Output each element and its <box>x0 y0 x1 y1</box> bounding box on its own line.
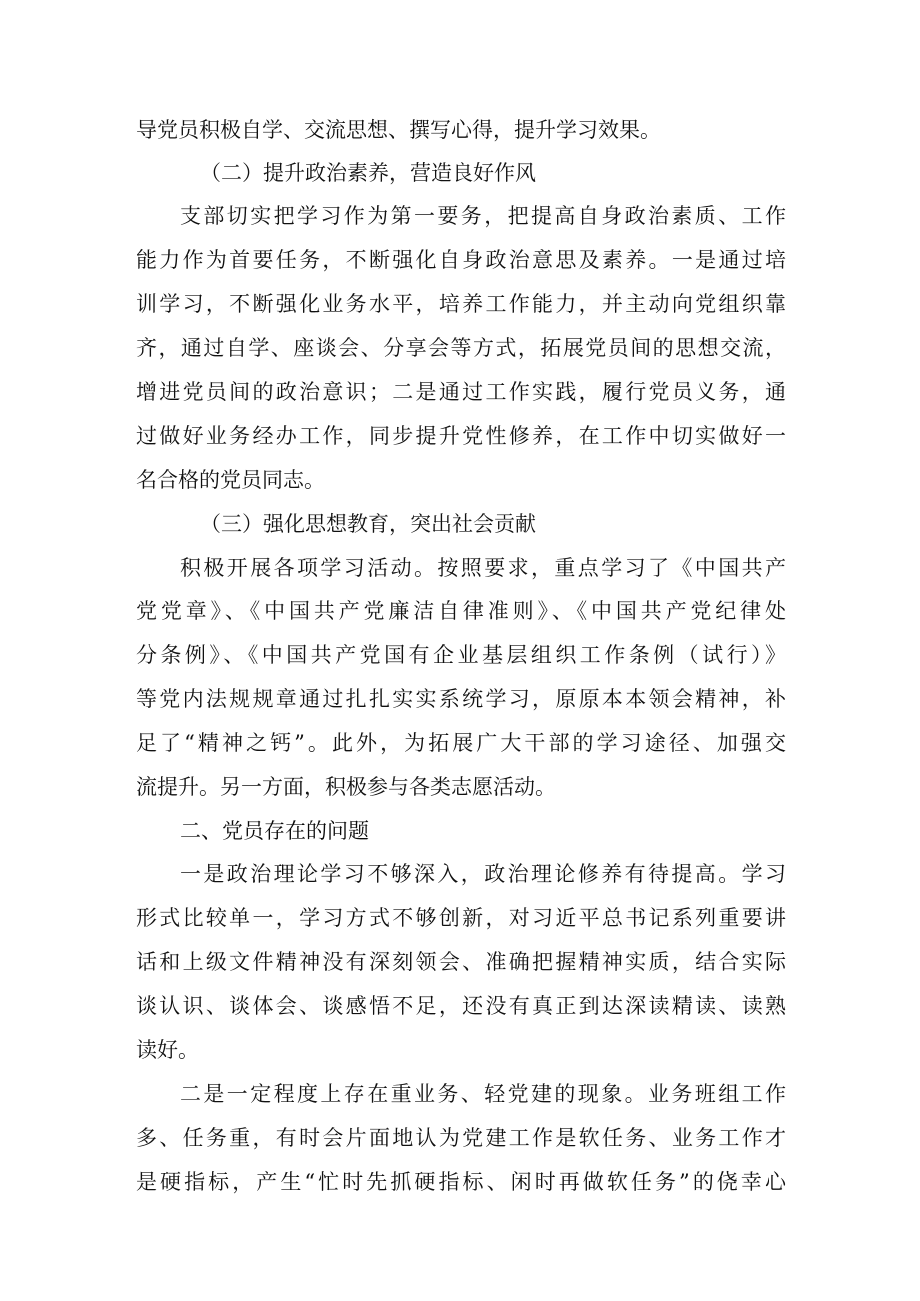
paragraph-line: 党党章》、《中国共产党廉洁自律准则》、《中国共产党纪律处 <box>136 599 786 623</box>
subheading-2: （二）提升政治素养，营造良好作风 <box>200 161 536 185</box>
paragraph-line: 名合格的党员同志。 <box>136 468 325 492</box>
paragraph-line: 支部切实把学习作为第一要务，把提高自身政治素质、工作 <box>180 204 786 228</box>
paragraph-line: 导党员积极自学、交流思想、撰写心得，提升学习效果。 <box>136 118 661 142</box>
paragraph-line: 齐，通过自学、座谈会、分享会等方式，拓展党员间的思想交流， <box>136 336 786 360</box>
paragraph-line: 能力作为首要任务，不断强化自身政治意思及素养。一是通过培 <box>136 248 786 272</box>
paragraph-line: 话和上级文件精神没有深刻领会、准确把握精神实质，结合实际 <box>136 950 786 974</box>
paragraph-line: 谈认识、谈体会、谈感悟不足，还没有真正到达深读精读、读熟 <box>136 994 786 1018</box>
paragraph-line: 过做好业务经办工作，同步提升党性修养，在工作中切实做好一 <box>136 424 786 448</box>
section-heading: 二、党员存在的问题 <box>180 819 369 843</box>
paragraph-line: 分条例》、《中国共产党国有企业基层组织工作条例（试行）》 <box>136 643 786 667</box>
paragraph-line: 增进党员间的政治意识；二是通过工作实践，履行党员义务，通 <box>136 380 786 404</box>
paragraph-line: 一是政治理论学习不够深入，政治理论修养有待提高。学习 <box>180 862 786 886</box>
paragraph-line: 多、任务重，有时会片面地认为党建工作是软任务、业务工作才 <box>136 1126 786 1150</box>
paragraph-line: 读好。 <box>136 1038 199 1062</box>
paragraph-line: 等党内法规规章通过扎扎实实系统学习，原原本本领会精神，补 <box>136 687 786 711</box>
paragraph-line: 足了“精神之钙”。此外，为拓展广大干部的学习途径、加强交 <box>136 731 786 755</box>
subheading-3: （三）强化思想教育，突出社会贡献 <box>200 512 536 536</box>
paragraph-line: 是硬指标，产生“忙时先抓硬指标、闲时再做软任务”的侥幸心 <box>136 1170 786 1194</box>
paragraph-line: 流提升。另一方面，积极参与各类志愿活动。 <box>136 775 556 799</box>
paragraph-line: 二是一定程度上存在重业务、轻党建的现象。业务班组工作 <box>180 1082 786 1106</box>
paragraph-line: 积极开展各项学习活动。按照要求，重点学习了《中国共产 <box>180 556 786 580</box>
paragraph-line: 形式比较单一，学习方式不够创新，对习近平总书记系列重要讲 <box>136 906 786 930</box>
paragraph-line: 训学习，不断强化业务水平，培养工作能力，并主动向党组织靠 <box>136 292 786 316</box>
